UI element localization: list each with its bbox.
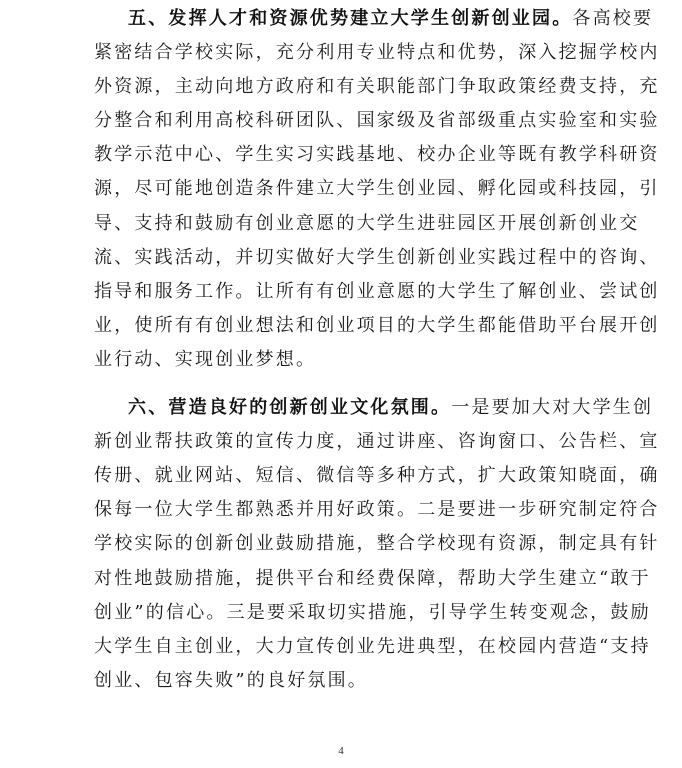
body-line: 传册、就业网站、短信、微信等多种方式，扩大政策知晓面，确 [94, 465, 660, 486]
body-line: 大学生自主创业，大力宣传创业先进典型，在校园内营造“支持 [94, 636, 651, 657]
body-line: 导、支持和鼓励有创业意愿的大学生进驻园区开展创新创业交 [94, 213, 640, 234]
page-number: 4 [338, 745, 344, 757]
body-line: 源，尽可能地创造条件建立大学生创业园、孵化园或科技园，引 [94, 178, 660, 199]
body-line: 新创业帮扶政策的宣传力度，通过讲座、咨询窗口、公告栏、宣 [94, 431, 660, 452]
body-line: 学校实际的创新创业鼓励措施，整合学校现有资源，制定具有针 [94, 533, 660, 554]
section-6-first-line [128, 397, 654, 419]
section-5-heading: 五、发挥人才和资源优势建立大学生创新创业园。 [128, 8, 573, 29]
body-text-run: 各高校要 [572, 8, 654, 29]
body-line: 保每一位大学生都熟悉并用好政策。二是要进一步研究制定符合 [94, 499, 660, 520]
body-line: 外资源，主动向地方政府和有关职能部门争取政策经费支持，充 [94, 76, 660, 97]
body-line: 紧密结合学校实际，充分利用专业特点和优势，深入挖掘学校内 [94, 42, 660, 63]
body-line: 指导和服务工作。让所有有创业意愿的大学生了解创业、尝试创 [94, 281, 660, 302]
section-6-heading: 六、营造良好的创新创业文化氛围。 [128, 397, 452, 418]
body-line: 对性地鼓励措施，提供平台和经费保障，帮助大学生建立“敢于 [94, 568, 651, 589]
body-text-run: 一是要加大对大学生创 [451, 397, 654, 418]
body-line: 流、实践活动，并切实做好大学生创新创业实践过程中的咨询、 [94, 247, 660, 268]
section-5-first-line [128, 8, 654, 30]
body-line: 创业、包容失败”的良好氛围。 [94, 670, 369, 691]
body-line: 业行动、实现创业梦想。 [94, 349, 317, 370]
body-line: 业，使所有有创业想法和创业项目的大学生都能借助平台展开创 [94, 315, 660, 336]
body-line: 教学示范中心、学生实习实践基地、校办企业等既有教学科研资 [94, 144, 660, 165]
body-line: 创业”的信心。三是要采取切实措施，引导学生转变观念，鼓励 [94, 602, 651, 623]
body-line: 分整合和利用高校科研团队、国家级及省部级重点实验室和实验 [94, 110, 660, 131]
